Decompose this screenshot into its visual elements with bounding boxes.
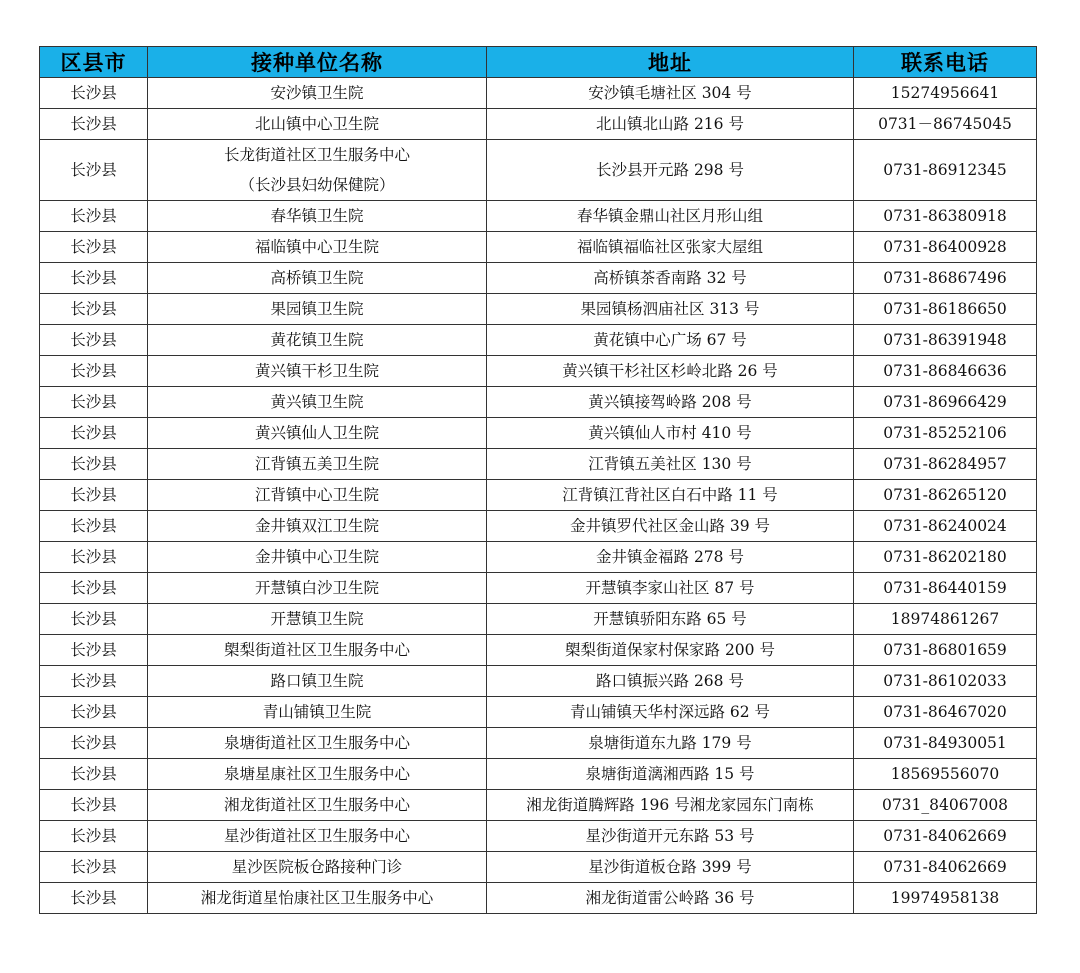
unit-name-text: 江背镇中心卫生院 [254,486,379,504]
cell-address: 青山铺镇天华村深远路 62 号 [487,697,854,728]
unit-name-text: 安沙镇卫生院 [270,84,364,102]
cell-address: 湘龙街道腾辉路 196 号湘龙家园东门南栋 [487,790,854,821]
unit-name-text: 泉塘街道社区卫生服务中心 [223,734,410,752]
unit-name-text: 果园镇卫生院 [270,300,364,318]
cell-unit-name [148,78,487,109]
cell-address: 长沙县开元路 298 号 [487,140,854,201]
table-row [40,449,1037,480]
cell-address: 黄兴镇干杉社区杉岭北路 26 号 [487,356,854,387]
cell-phone: 0731-86400928 [854,232,1037,263]
table-row [40,604,1037,635]
table-row [40,883,1037,914]
unit-name-text: 路口镇卫生院 [270,672,364,690]
cell-unit-name [148,542,487,573]
cell-unit-name [148,666,487,697]
cell-address: 北山镇北山路 216 号 [487,109,854,140]
cell-district: 长沙县 [40,883,148,914]
cell-unit-name [148,728,487,759]
cell-address: 开慧镇李家山社区 87 号 [487,573,854,604]
cell-unit-name [148,821,487,852]
cell-phone: 18974861267 [854,604,1037,635]
table-row [40,511,1037,542]
cell-unit-name [148,635,487,666]
unit-name-text: 金井镇双江卫生院 [254,517,379,535]
cell-unit-name [148,232,487,263]
table-row [40,140,1037,201]
cell-district: 长沙县 [40,852,148,883]
unit-name-text: 青山铺镇卫生院 [262,703,372,721]
cell-district: 长沙县 [40,109,148,140]
table-row [40,852,1037,883]
cell-district: 长沙县 [40,480,148,511]
cell-address: 泉塘街道东九路 179 号 [487,728,854,759]
table-row [40,78,1037,109]
cell-address: 江背镇江背社区白石中路 11 号 [487,480,854,511]
unit-name-text: 黄兴镇仙人卫生院 [254,424,379,442]
table-row [40,542,1037,573]
table-row [40,666,1037,697]
cell-address: 高桥镇茶香南路 32 号 [487,263,854,294]
unit-name-text: 开慧镇卫生院 [270,610,364,628]
header-phone: 联系电话 [854,47,1037,78]
cell-address: 江背镇五美社区 130 号 [487,449,854,480]
cell-district: 长沙县 [40,263,148,294]
cell-address: 金井镇罗代社区金山路 39 号 [487,511,854,542]
cell-phone: 0731-86186650 [854,294,1037,325]
cell-address: 金井镇金福路 278 号 [487,542,854,573]
cell-unit-name [148,697,487,728]
unit-name-text: 湘龙街道社区卫生服务中心 [223,796,410,814]
cell-unit-name [148,511,487,542]
unit-name-text: 开慧镇白沙卫生院 [254,579,379,597]
cell-unit-name [148,449,487,480]
cell-phone: 0731-86912345 [854,140,1037,201]
cell-unit-name [148,109,487,140]
cell-phone: 0731－86745045 [854,109,1037,140]
cell-district: 长沙县 [40,418,148,449]
unit-name-text: 泉塘星康社区卫生服务中心 [223,765,410,783]
cell-district: 长沙县 [40,201,148,232]
cell-address: 春华镇金鼎山社区月形山组 [487,201,854,232]
unit-name-text: 金井镇中心卫生院 [254,548,379,566]
cell-address: 湘龙街道雷公岭路 36 号 [487,883,854,914]
unit-name-text: 江背镇五美卫生院 [254,455,379,473]
cell-address: 黄花镇中心广场 67 号 [487,325,854,356]
unit-name-text: 黄花镇卫生院 [270,331,364,349]
table-header [40,47,1037,78]
cell-phone: 0731-86440159 [854,573,1037,604]
table-row [40,635,1037,666]
cell-unit-name [148,356,487,387]
unit-name-text: 长龙街道社区卫生服务中心 [223,146,410,164]
cell-phone: 18569556070 [854,759,1037,790]
cell-phone: 0731-86391948 [854,325,1037,356]
table-row [40,263,1037,294]
cell-phone: 0731-86846636 [854,356,1037,387]
header-district: 区县市 [40,47,148,78]
header-unit-name: 接种单位名称 [148,47,487,78]
cell-district: 长沙县 [40,232,148,263]
cell-address: 星沙街道板仓路 399 号 [487,852,854,883]
header-address: 地址 [487,47,854,78]
cell-district: 长沙县 [40,573,148,604]
cell-district: 长沙县 [40,140,148,201]
cell-district: 长沙县 [40,728,148,759]
cell-unit-name [148,480,487,511]
unit-name-text: 黄兴镇卫生院 [270,393,364,411]
unit-name-text: 福临镇中心卫生院 [254,238,379,256]
unit-name-note: （长沙县妇幼保健院） [239,176,395,194]
table-row [40,201,1037,232]
table-row [40,573,1037,604]
cell-district: 长沙县 [40,635,148,666]
cell-phone: 0731-84930051 [854,728,1037,759]
cell-unit-name [148,418,487,449]
cell-phone: 0731-84062669 [854,821,1037,852]
table-body [40,78,1037,914]
cell-phone: 19974958138 [854,883,1037,914]
cell-district: 长沙县 [40,356,148,387]
cell-unit-name [148,604,487,635]
header-row [40,47,1037,78]
cell-address: 星沙街道开元东路 53 号 [487,821,854,852]
cell-address: 果园镇杨泗庙社区 313 号 [487,294,854,325]
cell-unit-name [148,140,487,201]
cell-district: 长沙县 [40,294,148,325]
cell-unit-name [148,325,487,356]
table-row [40,821,1037,852]
cell-district: 长沙县 [40,511,148,542]
cell-address: 黄兴镇仙人市村 410 号 [487,418,854,449]
cell-phone: 0731-85252106 [854,418,1037,449]
cell-unit-name [148,852,487,883]
unit-name-text: 湘龙街道星怡康社区卫生服务中心 [200,889,434,907]
cell-district: 长沙县 [40,542,148,573]
cell-unit-name [148,263,487,294]
cell-phone: 0731-86380918 [854,201,1037,232]
table-row [40,418,1037,449]
cell-unit-name [148,294,487,325]
cell-unit-name [148,387,487,418]
cell-phone: 0731-86102033 [854,666,1037,697]
cell-address: 安沙镇毛塘社区 304 号 [487,78,854,109]
cell-district: 长沙县 [40,790,148,821]
unit-name-text: 黄兴镇干杉卫生院 [254,362,379,380]
cell-district: 长沙县 [40,387,148,418]
unit-name-text: 春华镇卫生院 [270,207,364,225]
cell-district: 长沙县 [40,697,148,728]
cell-address: 开慧镇骄阳东路 65 号 [487,604,854,635]
cell-phone: 0731-86801659 [854,635,1037,666]
table-row [40,356,1037,387]
cell-phone: 0731-86284957 [854,449,1037,480]
cell-phone: 0731_84067008 [854,790,1037,821]
vaccination-sites-table [39,46,1037,914]
table-row [40,325,1037,356]
cell-phone: 0731-86265120 [854,480,1037,511]
table-row [40,387,1037,418]
table-row [40,109,1037,140]
cell-district: 长沙县 [40,325,148,356]
cell-phone: 0731-86966429 [854,387,1037,418]
cell-address: 福临镇福临社区张家大屋组 [487,232,854,263]
cell-phone: 0731-86867496 [854,263,1037,294]
cell-district: 长沙县 [40,449,148,480]
cell-district: 长沙县 [40,821,148,852]
cell-district: 长沙县 [40,666,148,697]
unit-name-text: 星沙医院板仓路接种门诊 [231,858,403,876]
table-row [40,294,1037,325]
cell-district: 长沙县 [40,78,148,109]
cell-unit-name [148,759,487,790]
cell-unit-name [148,201,487,232]
cell-address: 㮾梨街道保家村保家路 200 号 [487,635,854,666]
unit-name-text: 星沙街道社区卫生服务中心 [223,827,410,845]
cell-unit-name [148,573,487,604]
table-row [40,232,1037,263]
cell-unit-name [148,883,487,914]
cell-address: 路口镇振兴路 268 号 [487,666,854,697]
cell-unit-name [148,790,487,821]
cell-district: 长沙县 [40,604,148,635]
table-row [40,480,1037,511]
cell-phone: 15274956641 [854,78,1037,109]
table-row [40,790,1037,821]
table-row [40,759,1037,790]
cell-address: 黄兴镇接驾岭路 208 号 [487,387,854,418]
unit-name-text: 㮾梨街道社区卫生服务中心 [223,641,410,659]
cell-phone: 0731-86240024 [854,511,1037,542]
cell-phone: 0731-86467020 [854,697,1037,728]
cell-address: 泉塘街道漓湘西路 15 号 [487,759,854,790]
unit-name-text: 高桥镇卫生院 [270,269,364,287]
cell-district: 长沙县 [40,759,148,790]
table-row [40,728,1037,759]
cell-phone: 0731-84062669 [854,852,1037,883]
cell-phone: 0731-86202180 [854,542,1037,573]
unit-name-text: 北山镇中心卫生院 [254,115,379,133]
table-row [40,697,1037,728]
